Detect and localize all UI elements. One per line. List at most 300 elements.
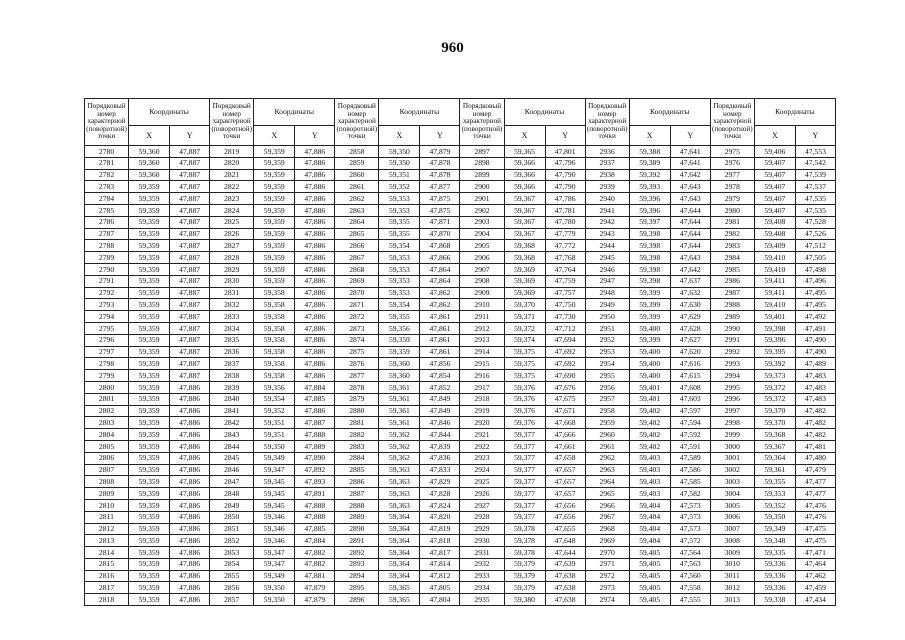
y-value: 47,886 bbox=[170, 405, 210, 417]
x-value: 59,346 bbox=[254, 535, 295, 547]
point-number: 2792 bbox=[85, 287, 129, 299]
y-value: 47,886 bbox=[170, 440, 210, 452]
point-number: 2856 bbox=[210, 582, 254, 594]
point-number: 2863 bbox=[335, 204, 379, 216]
y-value: 47,887 bbox=[170, 252, 210, 264]
y-value: 47,886 bbox=[170, 547, 210, 559]
y-value: 47,878 bbox=[420, 157, 460, 169]
y-value: 47,817 bbox=[420, 547, 460, 559]
x-value: 59,347 bbox=[254, 558, 295, 570]
point-number: 2855 bbox=[210, 570, 254, 582]
table-row bbox=[85, 393, 836, 405]
point-number: 2794 bbox=[85, 311, 129, 323]
x-value: 59,404 bbox=[629, 523, 670, 535]
point-number: 2920 bbox=[460, 417, 504, 429]
point-number: 2833 bbox=[210, 311, 254, 323]
y-value: 47,573 bbox=[670, 511, 710, 523]
x-value: 59,359 bbox=[254, 169, 295, 181]
y-value: 47,643 bbox=[670, 252, 710, 264]
x-value: 59,356 bbox=[254, 381, 295, 393]
x-value: 59,336 bbox=[754, 582, 795, 594]
y-value: 47,481 bbox=[795, 440, 835, 452]
table-row bbox=[85, 228, 836, 240]
x-value: 59,407 bbox=[754, 169, 795, 181]
x-value: 59,350 bbox=[754, 511, 795, 523]
point-number: 2882 bbox=[335, 429, 379, 441]
x-value: 59,359 bbox=[129, 299, 170, 311]
x-value: 59,375 bbox=[504, 358, 545, 370]
y-value: 47,893 bbox=[295, 476, 335, 488]
x-value: 59,335 bbox=[754, 547, 795, 559]
x-value: 59,352 bbox=[254, 405, 295, 417]
x-value: 59,359 bbox=[129, 275, 170, 287]
y-value: 47,492 bbox=[795, 311, 835, 323]
x-value: 59,359 bbox=[129, 334, 170, 346]
y-value: 47,657 bbox=[545, 464, 585, 476]
x-value: 59,372 bbox=[504, 322, 545, 334]
x-value: 59,410 bbox=[754, 299, 795, 311]
y-value: 47,597 bbox=[670, 405, 710, 417]
table-row bbox=[85, 346, 836, 358]
x-value: 59,355 bbox=[754, 476, 795, 488]
point-number: 2829 bbox=[210, 263, 254, 275]
point-number: 2944 bbox=[585, 240, 629, 252]
table-row bbox=[85, 169, 836, 181]
x-value: 59,353 bbox=[379, 252, 420, 264]
y-value: 47,666 bbox=[545, 429, 585, 441]
point-number: 2945 bbox=[585, 252, 629, 264]
y-value: 47,512 bbox=[795, 240, 835, 252]
point-number: 2893 bbox=[335, 558, 379, 570]
y-value: 47,657 bbox=[545, 476, 585, 488]
point-number: 2918 bbox=[460, 393, 504, 405]
coordinates-header: Координаты bbox=[379, 99, 460, 126]
y-value: 47,885 bbox=[295, 523, 335, 535]
table-row bbox=[85, 381, 836, 393]
point-number: 2991 bbox=[710, 334, 754, 346]
x-value: 59,377 bbox=[504, 440, 545, 452]
point-number: 3002 bbox=[710, 464, 754, 476]
y-value: 47,489 bbox=[795, 358, 835, 370]
x-value: 59,367 bbox=[504, 204, 545, 216]
y-value: 47,887 bbox=[170, 311, 210, 323]
x-value: 59,361 bbox=[754, 464, 795, 476]
y-value: 47,888 bbox=[295, 429, 335, 441]
y-value: 47,801 bbox=[545, 146, 585, 158]
y-value: 47,886 bbox=[295, 370, 335, 382]
x-value: 59,349 bbox=[254, 570, 295, 582]
point-number: 2834 bbox=[210, 322, 254, 334]
x-value: 59,359 bbox=[129, 429, 170, 441]
point-number: 2815 bbox=[85, 558, 129, 570]
x-value: 59,336 bbox=[754, 558, 795, 570]
y-value: 47,887 bbox=[295, 417, 335, 429]
x-value: 59,360 bbox=[129, 157, 170, 169]
point-number: 2956 bbox=[585, 381, 629, 393]
y-value: 47,887 bbox=[170, 146, 210, 158]
x-value: 59,398 bbox=[754, 322, 795, 334]
y-value: 47,886 bbox=[295, 240, 335, 252]
y-value: 47,479 bbox=[795, 464, 835, 476]
y-value: 47,764 bbox=[545, 263, 585, 275]
y-value: 47,786 bbox=[545, 193, 585, 205]
y-value: 47,886 bbox=[170, 464, 210, 476]
x-value: 59,347 bbox=[254, 464, 295, 476]
x-value: 59,353 bbox=[379, 287, 420, 299]
point-number-header: Порядковый номер характерной (поворотной) точки bbox=[710, 99, 754, 146]
y-value: 47,471 bbox=[795, 547, 835, 559]
x-value: 59,364 bbox=[379, 570, 420, 582]
point-number: 2871 bbox=[335, 299, 379, 311]
x-value: 59,361 bbox=[379, 405, 420, 417]
point-number: 2983 bbox=[710, 240, 754, 252]
y-value: 47,887 bbox=[170, 346, 210, 358]
x-value: 59,353 bbox=[379, 263, 420, 275]
point-number: 2877 bbox=[335, 370, 379, 382]
x-value: 59,359 bbox=[129, 287, 170, 299]
x-value: 59,366 bbox=[504, 169, 545, 181]
point-number: 2978 bbox=[710, 181, 754, 193]
point-number: 2891 bbox=[335, 535, 379, 547]
x-value: 59,407 bbox=[754, 204, 795, 216]
point-number: 2898 bbox=[460, 157, 504, 169]
table-row bbox=[85, 311, 836, 323]
point-number: 2864 bbox=[335, 216, 379, 228]
x-value: 59,405 bbox=[629, 570, 670, 582]
x-value: 59,375 bbox=[504, 346, 545, 358]
x-value: 59,378 bbox=[504, 523, 545, 535]
y-value: 47,676 bbox=[545, 381, 585, 393]
y-value: 47,480 bbox=[795, 452, 835, 464]
table-row bbox=[85, 181, 836, 193]
y-value: 47,814 bbox=[420, 558, 460, 570]
y-value: 47,482 bbox=[795, 417, 835, 429]
y-value: 47,483 bbox=[795, 393, 835, 405]
point-number: 2980 bbox=[710, 204, 754, 216]
y-value: 47,882 bbox=[295, 547, 335, 559]
point-number: 2923 bbox=[460, 452, 504, 464]
point-number: 2802 bbox=[85, 405, 129, 417]
point-number: 2850 bbox=[210, 511, 254, 523]
table-row bbox=[85, 358, 836, 370]
x-value: 59,359 bbox=[379, 334, 420, 346]
x-value: 59,358 bbox=[254, 311, 295, 323]
y-value: 47,603 bbox=[670, 393, 710, 405]
x-value: 59,345 bbox=[254, 476, 295, 488]
y-value: 47,886 bbox=[295, 275, 335, 287]
point-number: 2805 bbox=[85, 440, 129, 452]
point-number: 2993 bbox=[710, 358, 754, 370]
table-row bbox=[85, 334, 836, 346]
y-value: 47,592 bbox=[670, 429, 710, 441]
point-number: 3003 bbox=[710, 476, 754, 488]
y-value: 47,781 bbox=[545, 204, 585, 216]
y-value: 47,558 bbox=[670, 582, 710, 594]
x-value: 59,363 bbox=[379, 499, 420, 511]
point-number: 2886 bbox=[335, 476, 379, 488]
point-number: 2889 bbox=[335, 511, 379, 523]
point-number: 2903 bbox=[460, 216, 504, 228]
point-number: 2901 bbox=[460, 193, 504, 205]
point-number: 2994 bbox=[710, 370, 754, 382]
x-value: 59,359 bbox=[129, 570, 170, 582]
point-number: 2975 bbox=[710, 146, 754, 158]
point-number: 2818 bbox=[85, 594, 129, 606]
y-value: 47,887 bbox=[170, 370, 210, 382]
y-value: 47,886 bbox=[170, 535, 210, 547]
y-value: 47,477 bbox=[795, 488, 835, 500]
y-value: 47,768 bbox=[545, 252, 585, 264]
x-value: 59,359 bbox=[254, 240, 295, 252]
table-row bbox=[85, 440, 836, 452]
point-number: 2967 bbox=[585, 511, 629, 523]
x-value: 59,360 bbox=[379, 370, 420, 382]
point-number: 2906 bbox=[460, 252, 504, 264]
y-value: 47,464 bbox=[795, 558, 835, 570]
table-row bbox=[85, 594, 836, 606]
point-number: 2808 bbox=[85, 476, 129, 488]
table-row bbox=[85, 216, 836, 228]
x-value: 59,359 bbox=[129, 488, 170, 500]
y-value: 47,886 bbox=[295, 193, 335, 205]
x-value: 59,370 bbox=[754, 405, 795, 417]
x-value: 59,366 bbox=[504, 181, 545, 193]
point-number: 2905 bbox=[460, 240, 504, 252]
point-number: 2959 bbox=[585, 417, 629, 429]
point-number: 2895 bbox=[335, 582, 379, 594]
x-value: 59,398 bbox=[629, 275, 670, 287]
y-value: 47,644 bbox=[545, 547, 585, 559]
point-number: 2917 bbox=[460, 381, 504, 393]
point-number: 2821 bbox=[210, 169, 254, 181]
x-value: 59,399 bbox=[629, 299, 670, 311]
x-value: 59,360 bbox=[379, 358, 420, 370]
point-number: 2896 bbox=[335, 594, 379, 606]
x-value: 59,398 bbox=[629, 263, 670, 275]
y-value: 47,890 bbox=[295, 452, 335, 464]
y-value: 47,886 bbox=[295, 322, 335, 334]
x-value: 59,378 bbox=[504, 535, 545, 547]
y-value: 47,886 bbox=[170, 570, 210, 582]
y-value: 47,887 bbox=[170, 240, 210, 252]
y-value: 47,887 bbox=[170, 169, 210, 181]
x-value: 59,361 bbox=[379, 381, 420, 393]
point-number: 2929 bbox=[460, 523, 504, 535]
point-number: 2784 bbox=[85, 193, 129, 205]
point-number: 2868 bbox=[335, 263, 379, 275]
x-value: 59,359 bbox=[129, 358, 170, 370]
y-value: 47,655 bbox=[545, 523, 585, 535]
x-value: 59,376 bbox=[504, 417, 545, 429]
y-value: 47,886 bbox=[295, 169, 335, 181]
point-number: 2924 bbox=[460, 464, 504, 476]
y-value: 47,573 bbox=[670, 499, 710, 511]
point-number: 2789 bbox=[85, 252, 129, 264]
point-number: 2817 bbox=[85, 582, 129, 594]
y-value: 47,644 bbox=[670, 228, 710, 240]
x-value: 59,410 bbox=[754, 252, 795, 264]
point-number: 2840 bbox=[210, 393, 254, 405]
point-number: 2911 bbox=[460, 311, 504, 323]
x-value: 59,368 bbox=[754, 429, 795, 441]
point-number: 2832 bbox=[210, 299, 254, 311]
x-value: 59,368 bbox=[504, 240, 545, 252]
x-value: 59,369 bbox=[504, 287, 545, 299]
y-value: 47,887 bbox=[170, 204, 210, 216]
y-value: 47,476 bbox=[795, 511, 835, 523]
y-value: 47,692 bbox=[545, 358, 585, 370]
y-value: 47,495 bbox=[795, 299, 835, 311]
y-value: 47,526 bbox=[795, 228, 835, 240]
point-number: 2947 bbox=[585, 275, 629, 287]
x-value: 59,345 bbox=[254, 488, 295, 500]
y-value: 47,694 bbox=[545, 334, 585, 346]
point-number: 2835 bbox=[210, 334, 254, 346]
point-number: 2932 bbox=[460, 558, 504, 570]
point-number: 2809 bbox=[85, 488, 129, 500]
x-value: 59,358 bbox=[254, 358, 295, 370]
x-value: 59,359 bbox=[129, 393, 170, 405]
y-value: 47,572 bbox=[670, 535, 710, 547]
y-value: 47,477 bbox=[795, 476, 835, 488]
point-number: 2950 bbox=[585, 311, 629, 323]
x-value: 59,404 bbox=[629, 535, 670, 547]
point-number: 2902 bbox=[460, 204, 504, 216]
x-value: 59,359 bbox=[129, 523, 170, 535]
x-value: 59,359 bbox=[129, 228, 170, 240]
point-number: 2826 bbox=[210, 228, 254, 240]
x-value: 59,359 bbox=[129, 181, 170, 193]
x-value: 59,405 bbox=[629, 558, 670, 570]
x-value: 59,396 bbox=[629, 193, 670, 205]
x-header: X bbox=[504, 126, 545, 146]
y-header: Y bbox=[295, 126, 335, 146]
point-number: 2927 bbox=[460, 499, 504, 511]
x-value: 59,336 bbox=[754, 570, 795, 582]
point-number: 2853 bbox=[210, 547, 254, 559]
x-value: 59,377 bbox=[504, 429, 545, 441]
x-value: 59,405 bbox=[629, 594, 670, 606]
y-value: 47,884 bbox=[295, 381, 335, 393]
x-value: 59,379 bbox=[504, 582, 545, 594]
y-value: 47,644 bbox=[670, 204, 710, 216]
x-value: 59,377 bbox=[504, 511, 545, 523]
x-value: 59,345 bbox=[254, 499, 295, 511]
point-number: 2962 bbox=[585, 452, 629, 464]
x-value: 59,369 bbox=[504, 263, 545, 275]
y-value: 47,887 bbox=[170, 157, 210, 169]
point-number: 2837 bbox=[210, 358, 254, 370]
point-number: 2987 bbox=[710, 287, 754, 299]
point-number: 2984 bbox=[710, 252, 754, 264]
x-value: 59,359 bbox=[254, 157, 295, 169]
y-value: 47,879 bbox=[420, 146, 460, 158]
x-value: 59,358 bbox=[254, 370, 295, 382]
x-value: 59,379 bbox=[504, 570, 545, 582]
y-value: 47,482 bbox=[795, 429, 835, 441]
y-value: 47,836 bbox=[420, 452, 460, 464]
x-value: 59,353 bbox=[379, 193, 420, 205]
point-number: 3008 bbox=[710, 535, 754, 547]
point-number: 2804 bbox=[85, 429, 129, 441]
point-number: 2879 bbox=[335, 393, 379, 405]
table-row bbox=[85, 476, 836, 488]
x-value: 59,407 bbox=[754, 193, 795, 205]
y-value: 47,886 bbox=[170, 582, 210, 594]
y-value: 47,535 bbox=[795, 193, 835, 205]
x-header: X bbox=[379, 126, 420, 146]
point-number: 2796 bbox=[85, 334, 129, 346]
y-value: 47,459 bbox=[795, 582, 835, 594]
y-value: 47,496 bbox=[795, 275, 835, 287]
point-number: 2936 bbox=[585, 146, 629, 158]
y-value: 47,505 bbox=[795, 252, 835, 264]
point-number: 2926 bbox=[460, 488, 504, 500]
point-number: 3004 bbox=[710, 488, 754, 500]
y-value: 47,661 bbox=[545, 440, 585, 452]
point-number: 2971 bbox=[585, 558, 629, 570]
point-number: 2875 bbox=[335, 346, 379, 358]
y-value: 47,861 bbox=[420, 322, 460, 334]
x-value: 59,356 bbox=[379, 322, 420, 334]
x-value: 59,351 bbox=[379, 169, 420, 181]
y-value: 47,886 bbox=[295, 263, 335, 275]
y-value: 47,887 bbox=[170, 299, 210, 311]
x-value: 59,347 bbox=[254, 547, 295, 559]
table-row bbox=[85, 547, 836, 559]
y-value: 47,875 bbox=[420, 204, 460, 216]
x-value: 59,398 bbox=[629, 240, 670, 252]
x-value: 59,359 bbox=[129, 381, 170, 393]
y-value: 47,879 bbox=[295, 594, 335, 606]
point-number: 2974 bbox=[585, 594, 629, 606]
point-number: 2878 bbox=[335, 381, 379, 393]
y-value: 47,886 bbox=[295, 228, 335, 240]
x-value: 59,392 bbox=[754, 358, 795, 370]
coordinates-header: Координаты bbox=[754, 99, 835, 126]
point-number: 2914 bbox=[460, 346, 504, 358]
table-row bbox=[85, 582, 836, 594]
point-number: 2848 bbox=[210, 488, 254, 500]
point-number: 2970 bbox=[585, 547, 629, 559]
point-number: 2872 bbox=[335, 311, 379, 323]
point-number: 2800 bbox=[85, 381, 129, 393]
table-row bbox=[85, 263, 836, 275]
x-value: 59,365 bbox=[504, 146, 545, 158]
point-number: 2996 bbox=[710, 393, 754, 405]
y-value: 47,630 bbox=[670, 299, 710, 311]
y-value: 47,886 bbox=[295, 311, 335, 323]
y-value: 47,818 bbox=[420, 535, 460, 547]
x-value: 59,400 bbox=[629, 358, 670, 370]
y-value: 47,886 bbox=[295, 204, 335, 216]
x-value: 59,396 bbox=[629, 204, 670, 216]
point-number: 2865 bbox=[335, 228, 379, 240]
x-value: 59,377 bbox=[504, 476, 545, 488]
y-value: 47,886 bbox=[295, 405, 335, 417]
x-value: 59,359 bbox=[129, 558, 170, 570]
x-value: 59,362 bbox=[379, 452, 420, 464]
y-value: 47,462 bbox=[795, 570, 835, 582]
point-number: 2797 bbox=[85, 346, 129, 358]
y-value: 47,616 bbox=[670, 358, 710, 370]
y-value: 47,643 bbox=[670, 193, 710, 205]
table-row bbox=[85, 488, 836, 500]
y-value: 47,648 bbox=[545, 535, 585, 547]
x-value: 59,367 bbox=[504, 193, 545, 205]
y-value: 47,750 bbox=[545, 299, 585, 311]
x-value: 59,409 bbox=[754, 240, 795, 252]
